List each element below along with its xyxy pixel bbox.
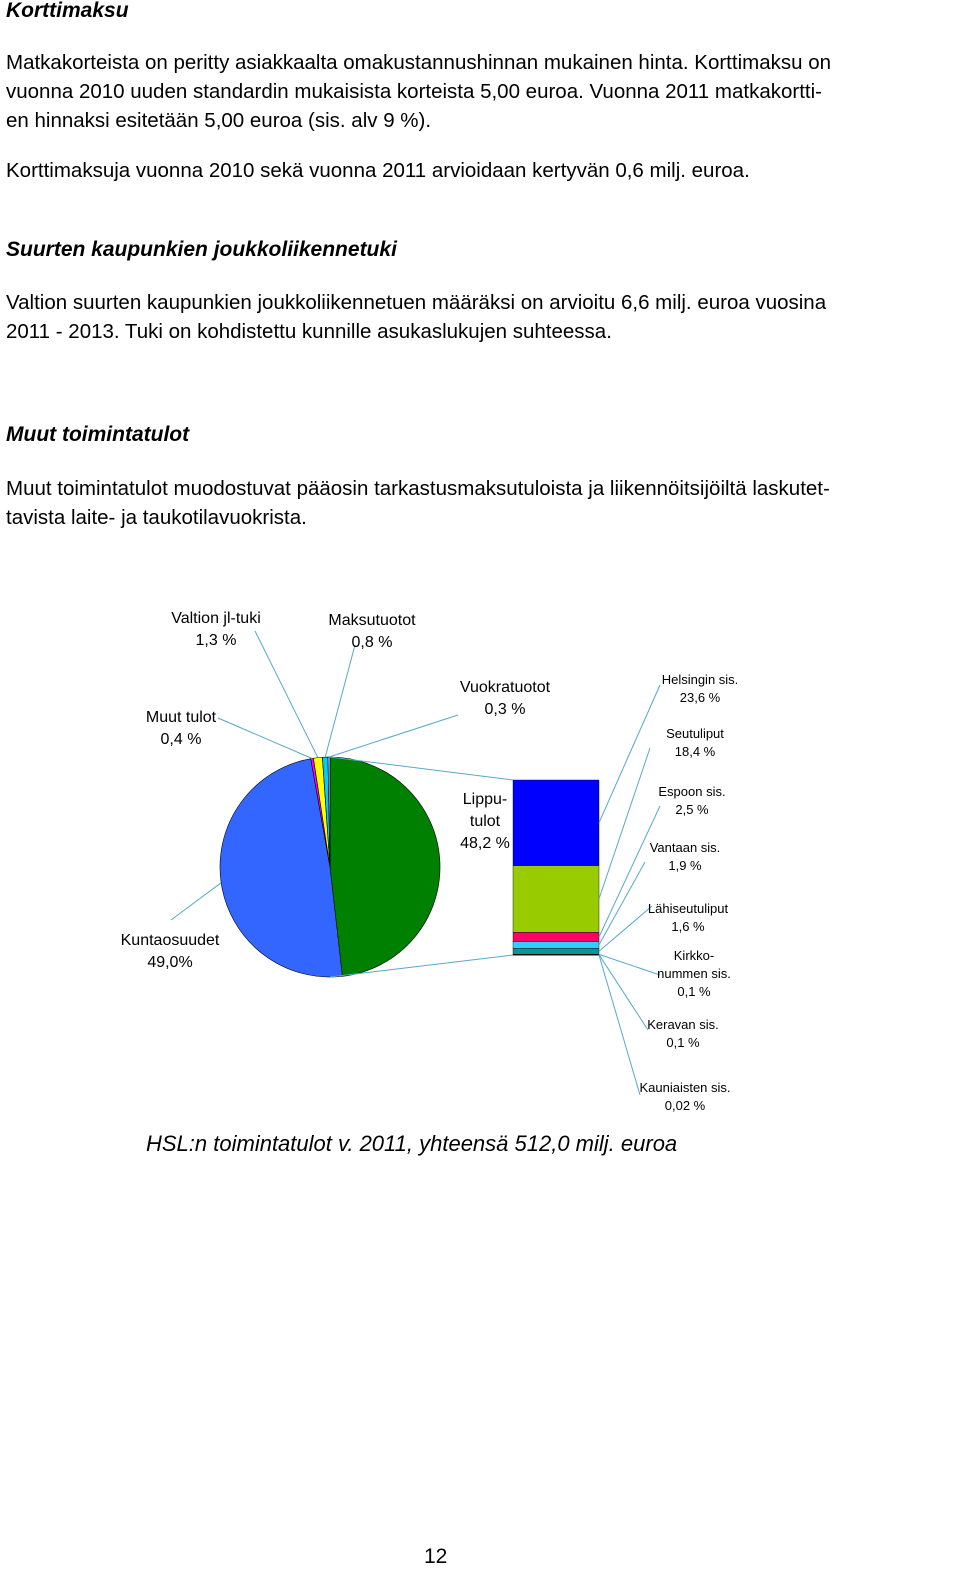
bar-segment-helsingin-sis xyxy=(513,780,599,866)
label-helsingin-sis: Helsingin sis. 23,6 % xyxy=(661,672,739,705)
pie xyxy=(220,757,440,977)
heading-muut-toimintatulot: Muut toimintatulot xyxy=(6,423,190,446)
leader-maksutuotot xyxy=(325,645,355,757)
label-kirkkonummen-sis: Kirkko-nummen sis. 0,1 % xyxy=(657,948,731,999)
bar-segment-l-hiseutuliput xyxy=(513,948,599,954)
leader-vuokratuotot xyxy=(329,715,458,757)
revenue-pie-chart xyxy=(0,590,960,1125)
leader-kuntaosuudet xyxy=(171,883,221,920)
label-keravan-sis: Keravan sis. 0,1 % xyxy=(647,1017,719,1050)
leader-keravan-sis xyxy=(599,955,648,1030)
label-vantaan-sis: Vantaan sis. 1,9 % xyxy=(649,840,721,873)
label-seutuliput: Seutuliput 18,4 % xyxy=(666,726,724,759)
leader-helsingin-sis xyxy=(599,685,660,823)
paragraph-korttimaksu-1: Matkakorteista on peritty asiakkaalta omakustannushinnan mukainen hinta. Korttimaksu on vuonna 2010 uuden standardin mukaisista korteista 5,00 euroa. Vuonna 2011 matkakortti- en hinnaksi esitetään 5,00 euroa (sis. alv 9 %). xyxy=(6,51,832,132)
paragraph-korttimaksu-2: Korttimaksuja vuonna 2010 sekä vuonna 2011 arvioidaan kertyvän 0,6 milj. euroa. xyxy=(6,159,750,182)
label-valtion-jl-tuki: Valtion jl-tuki 1,3 % xyxy=(171,610,261,649)
label-kauniaisten-sis: Kauniaisten sis. 0,02 % xyxy=(639,1080,731,1113)
leader-kirkkonummen-sis xyxy=(599,954,660,975)
label-espoon-sis: Espoon sis. 2,5 % xyxy=(658,784,726,817)
label-maksutuotot: Maksutuotot 0,8 % xyxy=(328,612,416,651)
label-muut-tulot: Muut tulot 0,4 % xyxy=(145,709,217,748)
bar-segment-vantaan-sis xyxy=(513,942,599,949)
leader-muut-tulot xyxy=(218,718,312,759)
label-kuntaosuudet: Kuntaosuudet 49,0% xyxy=(120,932,220,971)
label-l-hiseutuliput: Lähiseutuliput 1,6 % xyxy=(647,901,729,934)
chart-caption: HSL:n toimintatulot v. 2011, yhteensä 512,0 milj. euroa xyxy=(146,1131,678,1156)
label-vuokratuotot: Vuokratuotot 0,3 % xyxy=(459,679,551,718)
lipputulot-breakdown-bar xyxy=(513,780,599,955)
page-number: 12 xyxy=(424,1545,448,1568)
heading-korttimaksu: Korttimaksu xyxy=(6,0,129,22)
leader-valtion-jl-tuki xyxy=(255,631,318,758)
pie-slice-lipputulot xyxy=(330,757,440,976)
paragraph-muut-toimintatulot: Muut toimintatulot muodostuvat pääosin tarkastusmaksutuloista ja liikennöitsijöiltä laskutet- tavista laite- ja taukotilavuokrista. xyxy=(6,477,830,529)
leader-kauniaisten-sis xyxy=(599,955,640,1095)
bar-segment-espoon-sis xyxy=(513,932,599,941)
leader-vantaan-sis xyxy=(599,862,645,945)
bar-segment-seutuliput xyxy=(513,866,599,933)
leader-seutuliput xyxy=(599,748,650,899)
paragraph-joukkoliikennetuki: Valtion suurten kaupunkien joukkoliikennetuen määräksi on arvioitu 6,6 milj. euroa vuosina 2011 - 2013. Tuki on kohdistettu kunnille asukaslukujen suhteessa. xyxy=(6,291,827,343)
label-lipputulot: Lippu-tulot 48,2 % xyxy=(460,791,510,852)
leader-l-hiseutuliput xyxy=(599,906,652,951)
heading-suurten-kaupunkien: Suurten kaupunkien joukkoliikennetuki xyxy=(6,238,397,261)
